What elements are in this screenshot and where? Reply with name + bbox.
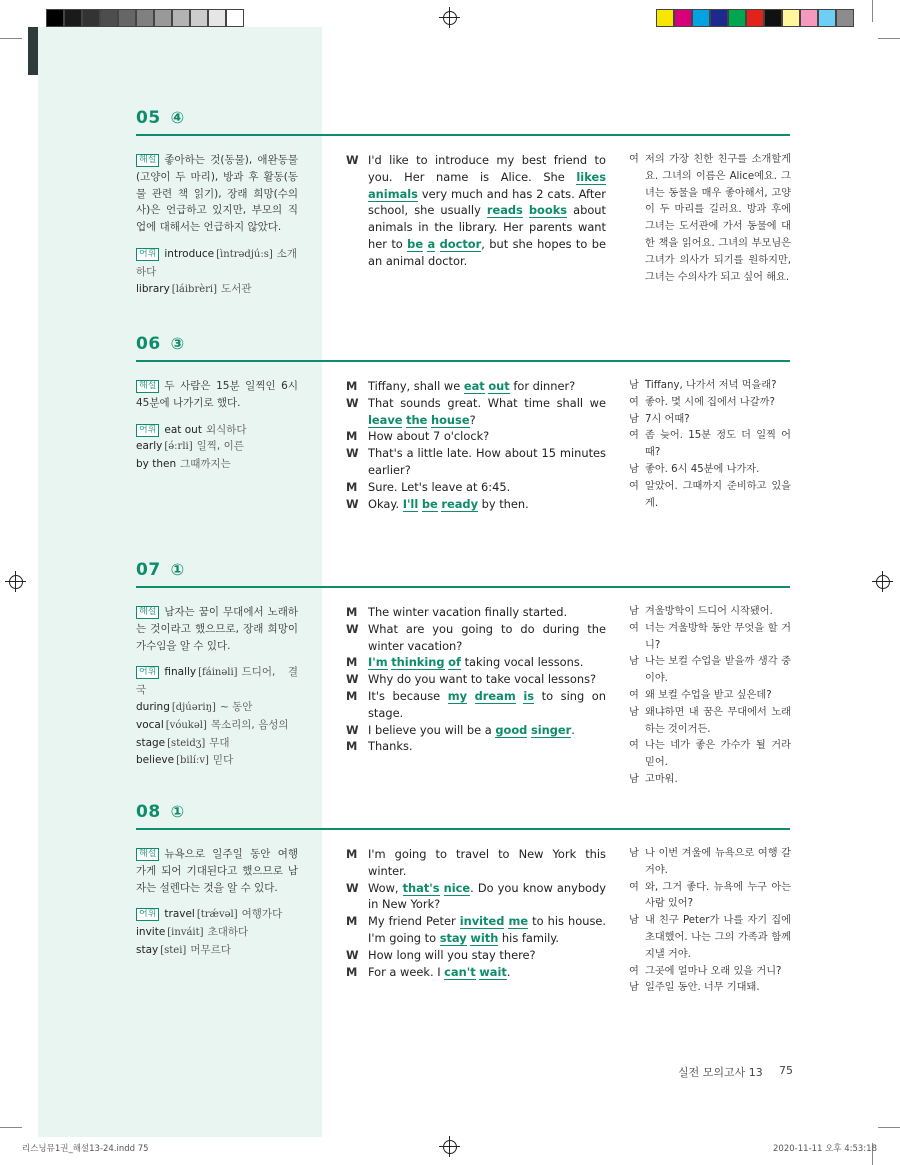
dialogue-line xyxy=(346,738,606,755)
gray-swatch xyxy=(172,9,190,27)
vocab-word: library xyxy=(136,282,170,295)
vocab-item xyxy=(136,924,298,942)
process-color-bar xyxy=(656,9,854,27)
registration-mark-icon xyxy=(443,11,457,25)
section-divider xyxy=(136,586,790,588)
speaker-label: 여 xyxy=(629,965,639,977)
vocab-item xyxy=(136,422,298,439)
explanation-column xyxy=(136,152,298,298)
dialogue-text: I believe you will be a xyxy=(368,722,496,737)
vocab-phonetic: [ìntrədjúːs] xyxy=(216,248,273,260)
page-number: 75 xyxy=(779,1064,793,1077)
dialogue-text: very much and has 2 cats. After school, she usually xyxy=(368,186,606,218)
speaker-label: W xyxy=(346,947,359,962)
speaker-label: M xyxy=(346,379,358,393)
footer-title: 실전 모의고사 13 xyxy=(678,1066,763,1079)
crop-mark xyxy=(0,1127,22,1128)
vocab-item xyxy=(136,456,298,473)
vocab-meaning: ~ 동안 xyxy=(219,700,253,713)
vocab-phonetic: [inváit] xyxy=(167,927,204,939)
translation-text: 겨울방학이 드디어 시작됐어. xyxy=(645,606,773,617)
dictation-answer: house xyxy=(431,412,470,427)
vocab-word: travel xyxy=(164,908,195,921)
dialogue-text: to his house. I'm going to xyxy=(368,914,607,945)
vocab-meaning: 초대하다 xyxy=(207,926,249,939)
translation-column xyxy=(629,152,791,286)
dialogue-line xyxy=(346,621,606,655)
dictation-answer: can't xyxy=(444,964,476,979)
speaker-label: 여 xyxy=(629,689,639,701)
gray-swatch xyxy=(154,9,172,27)
dialogue-line xyxy=(346,479,606,496)
dialogue-text: about animals in the library. Her parents want her to xyxy=(368,203,606,251)
vocab-item xyxy=(136,752,298,770)
explanation-body: 남자는 꿈이 무대에서 노래하는 것이라고 했으므로, 장래 희망이 가수임을 알 수 있다. xyxy=(136,606,298,652)
dialogue-text: How about 7 o'clock? xyxy=(368,429,490,444)
vocabulary-list xyxy=(136,906,298,959)
vocab-meaning: 그때까지는 xyxy=(180,458,231,471)
vocabulary-list xyxy=(136,664,298,770)
dictation-answer: that's xyxy=(402,880,440,895)
dialogue-line xyxy=(346,378,606,395)
gray-swatch xyxy=(226,9,244,27)
dialogue-text: Why do you want to take vocal lessons? xyxy=(368,672,597,687)
vocab-word: eat out xyxy=(164,423,202,436)
question-heading xyxy=(136,560,184,580)
speaker-label: M xyxy=(346,479,358,494)
speaker-label: M xyxy=(346,847,358,861)
speaker-label: 여 xyxy=(629,396,639,408)
dialogue-column xyxy=(346,378,606,512)
vocab-item xyxy=(136,281,298,299)
answer-choice: ① xyxy=(170,560,185,579)
vocabulary-tag: 어휘 xyxy=(136,424,159,437)
speaker-label: W xyxy=(346,395,359,410)
gray-swatch xyxy=(118,9,136,27)
question-heading xyxy=(136,108,184,128)
vocab-item xyxy=(136,735,298,753)
color-swatch xyxy=(656,9,674,27)
color-swatch xyxy=(836,9,854,27)
dictation-answer: dream xyxy=(474,688,516,703)
translation-text: 고마워. xyxy=(645,773,678,785)
speaker-label: 여 xyxy=(629,622,639,634)
translation-line xyxy=(629,913,791,963)
explanation-text xyxy=(136,152,298,236)
dictation-answer: I'm xyxy=(368,655,388,670)
dialogue-text: How long will you stay there? xyxy=(368,947,536,962)
translation-text: 일주일 동안. 너무 기대돼. xyxy=(645,982,760,994)
color-swatch xyxy=(818,9,836,27)
color-swatch xyxy=(710,9,728,27)
dictation-answer: of xyxy=(448,655,461,670)
dictation-answer: likes xyxy=(576,169,606,184)
bleed-tab-mark xyxy=(28,27,38,75)
dialogue-text: Wow, xyxy=(368,880,403,895)
speaker-label: 남 xyxy=(629,706,639,718)
translation-column xyxy=(629,378,791,512)
dialogue-text: Tiffany, shall we xyxy=(368,379,464,393)
vocab-meaning: 머무르다 xyxy=(190,943,231,956)
dictation-answer: stay xyxy=(439,930,467,945)
dialogue-text: ? xyxy=(469,412,476,427)
translation-line xyxy=(629,980,791,997)
translation-line xyxy=(629,846,791,880)
dialogue-line xyxy=(346,964,606,981)
dialogue-line xyxy=(346,880,606,914)
vocab-phonetic: [ə́ːrli] xyxy=(164,441,193,453)
dialogue-text: That sounds great. What time shall we xyxy=(368,395,606,410)
dialogue-line xyxy=(346,445,606,479)
dialogue-text: . xyxy=(506,964,511,979)
vocab-word: during xyxy=(136,700,170,713)
translation-line xyxy=(629,428,791,462)
speaker-label: 남 xyxy=(629,773,639,785)
speaker-label: 남 xyxy=(629,982,639,994)
vocab-word: by then xyxy=(136,458,177,471)
slug-filename: 리스닝뮤1권_해설13-24.indd 75 xyxy=(22,1144,149,1154)
vocab-item xyxy=(136,717,298,735)
speaker-label: 여 xyxy=(629,430,639,442)
dictation-answer: me xyxy=(508,914,529,929)
translation-line xyxy=(629,395,791,412)
color-swatch xyxy=(800,9,818,27)
vocab-phonetic: [fáinəli] xyxy=(198,667,238,679)
vocab-phonetic: [steidʒ] xyxy=(167,737,206,749)
gray-swatch xyxy=(190,9,208,27)
dictation-answer: singer xyxy=(530,722,572,737)
dialogue-text: . xyxy=(571,722,575,737)
translation-text: Tiffany, 나가서 저녁 먹을래? xyxy=(645,380,777,391)
speaker-label: 여 xyxy=(629,480,639,492)
dialogue-line xyxy=(346,152,606,270)
answer-choice: ④ xyxy=(170,108,185,127)
vocab-phonetic: [láibrèri] xyxy=(171,283,218,295)
translation-line xyxy=(629,604,791,621)
dictation-answer: good xyxy=(495,722,528,737)
explanation-text xyxy=(136,378,298,412)
dialogue-column xyxy=(346,152,606,270)
dialogue-line xyxy=(346,722,606,739)
translation-line xyxy=(629,479,791,513)
dialogue-column xyxy=(346,846,606,980)
dialogue-text: his family. xyxy=(498,930,560,945)
vocab-meaning: 드디어, 결국 xyxy=(136,666,298,697)
explanation-body: 두 사람은 15분 일찍인 6시 45분에 나가기로 했다. xyxy=(136,380,298,409)
dialogue-text: It's because xyxy=(368,688,448,703)
registration-mark-icon xyxy=(9,575,23,589)
crop-mark xyxy=(878,38,900,39)
dictation-answer: animals xyxy=(368,186,418,201)
vocab-phonetic: [bilíːv] xyxy=(176,755,209,767)
translation-line xyxy=(629,412,791,429)
vocabulary-list xyxy=(136,422,298,473)
vocabulary-list xyxy=(136,246,298,298)
gray-swatch xyxy=(82,9,100,27)
dialogue-line xyxy=(346,496,606,513)
dictation-answer: nice xyxy=(443,880,471,895)
section-divider xyxy=(136,134,790,136)
dialogue-line xyxy=(346,654,606,671)
dialogue-text: by then. xyxy=(478,496,529,511)
question-number: 06 xyxy=(136,334,161,354)
speaker-label: W xyxy=(346,446,359,461)
speaker-label: 남 xyxy=(629,463,639,475)
question-number: 07 xyxy=(136,560,161,580)
vocab-word: invite xyxy=(136,926,166,939)
gray-swatch xyxy=(100,9,118,27)
registration-mark-icon xyxy=(443,1140,457,1154)
dialogue-column xyxy=(346,604,606,755)
vocab-meaning: 무대 xyxy=(209,736,230,749)
speaker-label: W xyxy=(346,621,359,636)
dialogue-line xyxy=(346,688,606,722)
speaker-label: 남 xyxy=(629,413,639,425)
speaker-label: 남 xyxy=(629,380,639,391)
vocab-item xyxy=(136,246,298,281)
translation-line xyxy=(629,378,791,395)
vocab-item xyxy=(136,438,298,456)
explanation-text xyxy=(136,604,298,654)
translation-line xyxy=(629,880,791,914)
dialogue-text: . Do you know anybody in New York? xyxy=(368,880,606,912)
dialogue-line xyxy=(346,395,606,429)
translation-text: 와, 그거 좋다. 뉴욕에 누구 아는 사람 있어? xyxy=(645,881,791,910)
dialogue-text: My friend Peter xyxy=(368,914,460,929)
translation-line xyxy=(629,621,791,655)
crop-mark xyxy=(872,0,873,22)
explanation-tag: 해설 xyxy=(136,848,159,861)
translation-text: 7시 어때? xyxy=(645,413,690,425)
translation-text: 나 이번 겨울에 뉴욕으로 여행 갈 거야. xyxy=(645,848,791,876)
dialogue-text xyxy=(467,689,475,703)
speaker-label: W xyxy=(346,722,359,737)
gray-color-bar xyxy=(46,9,244,27)
gray-swatch xyxy=(46,9,64,27)
vocab-meaning: 목소리의, 음성의 xyxy=(210,718,289,731)
speaker-label: M xyxy=(346,429,358,444)
dictation-answer: eat xyxy=(463,379,485,393)
explanation-text xyxy=(136,846,298,896)
translation-text: 왜 보컬 수업을 받고 싶은데? xyxy=(645,689,772,701)
translation-line xyxy=(629,688,791,705)
dialogue-line xyxy=(346,604,606,621)
vocab-meaning: 소개하다 xyxy=(136,247,298,278)
section-divider xyxy=(136,828,790,830)
translation-text: 저의 가장 친한 친구를 소개할게요. 그녀의 이름은 Alice예요. 그녀는 동물을 매우 좋아해서, 고양이 두 마리를 길러요. 방과 후에 그녀는 도서관에 가서 동물에 대한 책을 읽어요. 그녀의 부모님은 그녀가 의사가 되기를 원하지만, 그녀는 수의사가 되고 싶어 해요. xyxy=(645,154,791,283)
dictation-answer: invited xyxy=(459,914,505,929)
color-swatch xyxy=(746,9,764,27)
registration-mark-icon xyxy=(876,575,890,589)
dialogue-text: That's a little late. How about 15 minutes earlier? xyxy=(368,446,606,477)
explanation-tag: 해설 xyxy=(136,606,159,619)
speaker-label: M xyxy=(346,964,358,979)
dialogue-text: For a week. I xyxy=(368,964,445,979)
dictation-answer: be xyxy=(407,236,424,251)
speaker-label: M xyxy=(346,739,358,754)
speaker-label: M xyxy=(346,655,358,670)
speaker-label: M xyxy=(346,914,358,929)
explanation-column xyxy=(136,378,298,473)
vocab-meaning: 여행가다 xyxy=(241,908,283,921)
answer-choice: ③ xyxy=(170,334,185,353)
vocab-phonetic: [stei] xyxy=(160,944,187,956)
dialogue-text: I'm going to travel to New York this winter. xyxy=(368,847,606,878)
dictation-answer: I'll xyxy=(402,496,419,511)
dictation-answer: out xyxy=(488,379,510,393)
dialogue-text xyxy=(435,237,439,251)
gray-swatch xyxy=(64,9,82,27)
dialogue-text: Sure. Let's leave at 6:45. xyxy=(368,479,511,494)
speaker-label: 여 xyxy=(629,881,639,893)
dictation-answer: with xyxy=(470,930,499,945)
vocab-word: early xyxy=(136,440,163,453)
speaker-label: 남 xyxy=(629,848,639,859)
dialogue-text: What are you going to do during the winter vacation? xyxy=(368,621,606,653)
dialogue-text: to sing on stage. xyxy=(368,688,606,720)
explanation-tag: 해설 xyxy=(136,380,159,393)
vocab-meaning: 도서관 xyxy=(221,282,252,295)
dialogue-text: for dinner? xyxy=(509,379,576,393)
dialogue-line xyxy=(346,913,606,947)
dictation-answer: a xyxy=(427,236,436,251)
translation-text: 내 친구 Peter가 나를 자기 집에 초대했어. 나는 그의 가족과 함께 지낼 거야. xyxy=(645,915,791,960)
translation-line xyxy=(629,964,791,981)
vocab-phonetic: [djúəriŋ] xyxy=(171,701,216,713)
speaker-label: W xyxy=(346,496,359,511)
speaker-label: 남 xyxy=(629,915,639,927)
dialogue-line xyxy=(346,428,606,445)
explanation-column xyxy=(136,846,298,960)
speaker-label: M xyxy=(346,688,358,703)
color-swatch xyxy=(728,9,746,27)
color-swatch xyxy=(782,9,800,27)
translation-text: 그곳에 얼마나 오래 있을 거니? xyxy=(645,965,782,977)
question-number: 05 xyxy=(136,108,161,128)
question-heading xyxy=(136,334,184,354)
dialogue-line xyxy=(346,671,606,688)
translation-line xyxy=(629,462,791,479)
dialogue-text: I'd like to introduce my best friend to you. Her name is Alice. She xyxy=(368,153,606,184)
dictation-answer: ready xyxy=(441,496,478,511)
translation-text: 나는 네가 좋은 가수가 될 거라 믿어. xyxy=(645,740,791,769)
section-divider xyxy=(136,360,790,362)
speaker-label: 여 xyxy=(629,154,639,165)
vocabulary-tag: 어휘 xyxy=(136,248,159,261)
vocab-phonetic: [trǽvəl] xyxy=(196,909,238,921)
translation-column xyxy=(629,604,791,789)
crop-mark xyxy=(0,38,22,39)
dictation-answer: be xyxy=(421,496,438,511)
speaker-label: 남 xyxy=(629,656,639,668)
dialogue-text xyxy=(523,203,529,217)
translation-line xyxy=(629,738,791,772)
vocab-word: believe xyxy=(136,754,175,767)
color-swatch xyxy=(674,9,692,27)
vocab-item xyxy=(136,906,298,924)
translation-text: 나는 보컬 수업을 받을까 생각 중이야. xyxy=(645,656,791,685)
dialogue-text: Thanks. xyxy=(368,739,413,754)
translation-text: 알았어. 그때까지 준비하고 있을게. xyxy=(645,480,791,509)
translation-column xyxy=(629,846,791,997)
dialogue-text: Okay. xyxy=(368,496,403,511)
dialogue-line xyxy=(346,846,606,880)
crop-mark xyxy=(878,1127,900,1128)
explanation-body: 좋아하는 것(동물), 애완동물(고양이 두 마리), 방과 후 활동(동물 관련 책 읽기), 장래 희망(수의사)은 언급하고 있지만, 부모의 직업에 대해서는 언급하지 않았다. xyxy=(136,154,298,234)
vocab-word: finally xyxy=(164,666,197,679)
speaker-label: W xyxy=(346,153,359,167)
dictation-answer: reads xyxy=(486,203,523,218)
vocab-word: stay xyxy=(136,943,159,956)
explanation-tag: 해설 xyxy=(136,154,159,167)
question-heading xyxy=(136,802,184,822)
gray-swatch xyxy=(208,9,226,27)
explanation-column xyxy=(136,604,298,770)
dictation-answer: wait xyxy=(479,964,507,979)
color-swatch xyxy=(692,9,710,27)
translation-line xyxy=(629,654,791,688)
dictation-answer: the xyxy=(406,412,428,427)
dictation-answer: thinking xyxy=(391,655,445,670)
speaker-label: W xyxy=(346,672,359,687)
dialogue-text: The winter vacation finally started. xyxy=(368,605,568,619)
dialogue-text: , but she hopes to be an animal doctor. xyxy=(368,236,607,268)
translation-line xyxy=(629,152,791,286)
vocab-word: introduce xyxy=(164,247,215,260)
translation-text: 왜냐하면 내 꿈은 무대에서 노래하는 것이거든. xyxy=(645,706,791,735)
vocab-phonetic: [vóukəl] xyxy=(165,719,207,731)
question-number: 08 xyxy=(136,802,161,822)
vocabulary-tag: 어휘 xyxy=(136,908,159,921)
vocab-item xyxy=(136,664,298,699)
vocab-word: vocal xyxy=(136,718,164,731)
dialogue-line xyxy=(346,947,606,964)
speaker-label: 여 xyxy=(629,740,639,752)
vocab-item xyxy=(136,942,298,960)
speaker-label: M xyxy=(346,605,358,619)
dictation-answer: leave xyxy=(368,412,403,427)
dictation-answer: is xyxy=(523,688,535,703)
slug-timestamp: 2020-11-11 오후 4:53:18 xyxy=(773,1144,877,1154)
dictation-answer: books xyxy=(528,203,568,218)
vocabulary-tag: 어휘 xyxy=(136,666,159,679)
vocab-meaning: 일찍, 이른 xyxy=(196,440,244,453)
vocab-meaning: 믿다 xyxy=(212,754,234,767)
translation-line xyxy=(629,772,791,789)
dialogue-text: taking vocal lessons. xyxy=(460,655,584,670)
gray-swatch xyxy=(136,9,154,27)
vocab-word: stage xyxy=(136,736,166,749)
speaker-label: W xyxy=(346,880,359,895)
dictation-answer: my xyxy=(447,688,468,703)
dictation-answer: doctor xyxy=(439,236,482,251)
explanation-body: 뉴욕으로 일주일 동안 여행 가게 되어 기대된다고 했으므로 남자는 설렌다는 것을 알 수 있다. xyxy=(136,848,298,894)
speaker-label: 남 xyxy=(629,606,639,617)
color-swatch xyxy=(764,9,782,27)
translation-text: 좋아. 6시 45분에 나가자. xyxy=(645,463,760,475)
translation-text: 너는 겨울방학 동안 무엇을 할 거니? xyxy=(645,622,791,651)
translation-text: 좀 늦어. 15분 정도 더 일찍 어때? xyxy=(645,430,791,459)
vocab-item xyxy=(136,699,298,717)
vocab-meaning: 외식하다 xyxy=(205,423,247,436)
translation-line xyxy=(629,705,791,739)
answer-choice: ① xyxy=(170,802,185,821)
translation-text: 좋아. 몇 시에 집에서 나갈까? xyxy=(645,396,775,408)
